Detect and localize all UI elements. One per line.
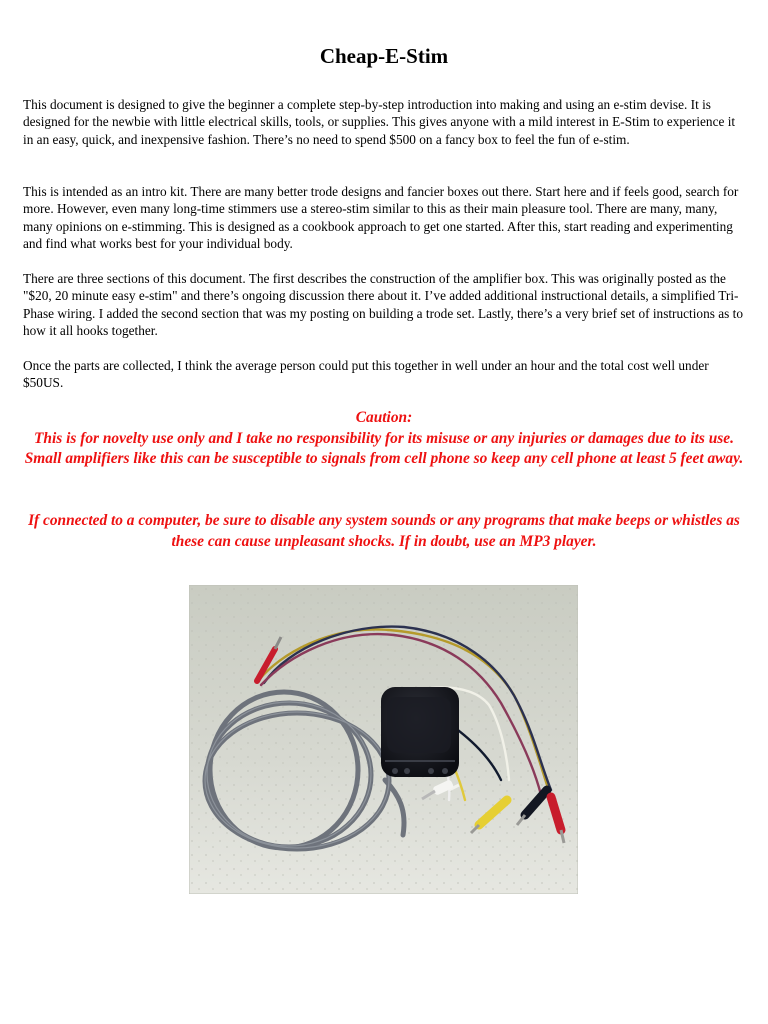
intro-kit-paragraph: This is intended as an intro kit. There are many better trode designs and fancier boxes out there. Start here and if feels good, search for more. However, even many long-time stimmers use a stereo-stim similar to this as their main pleasure tool. There are many, many, many opinions on e-stimming. This is designed as a cookbook approach to get one started. After this, start reading and experimenting and find what works best for your individual body. <box>23 184 739 251</box>
document-title: Cheap-E-Stim <box>319 44 449 68</box>
caution-text-computer: If connected to a computer, be sure to disable any system sounds or any programs that make beeps or whistles as these can cause unpleasant shocks. If in doubt, use an MP3 player. <box>28 512 740 550</box>
caution-block <box>20 408 748 470</box>
intro-paragraph: This document is designed to give the beginner a complete step-by-step introduction into making and using an e-stim devise. It is designed for the newbie with little electrical skills, tools, or supplies. This gives anyone with a mild interest in E-Stim to experience it in an easy, quick, and inexpensive fashion. There’s no need to spend $500 on a fancy box to feel the fun of e-stim. <box>23 97 736 147</box>
sections-paragraph: There are three sections of this document. The first describes the construction of the amplifier box. This was originally posted as the "$20, 20 minute easy e-stim" and there’s ongoing discussion there about it. I’ve added additional instructional details, a simplified Tri-Phase wiring. I added the second section that was my posting on building a trode set. Lastly, there’s a very brief set of instructions as to how it all hooks together. <box>23 271 743 338</box>
caution-text-novelty: This is for novelty use only and I take no responsibility for its misuse or any injuries or damages due to its use. Small amplifiers like this can be susceptible to signals from cell phone so keep any cell phone at least 5 feet away. <box>24 429 744 467</box>
estim-device-photo <box>189 585 578 894</box>
caution-heading: Caution: <box>355 409 413 426</box>
photo-illustration <box>189 585 578 894</box>
amplifier-box <box>381 687 459 777</box>
cost-paragraph: Once the parts are collected, I think the average person could put this together in well under an hour and the total cost well under $50US. <box>23 358 709 391</box>
